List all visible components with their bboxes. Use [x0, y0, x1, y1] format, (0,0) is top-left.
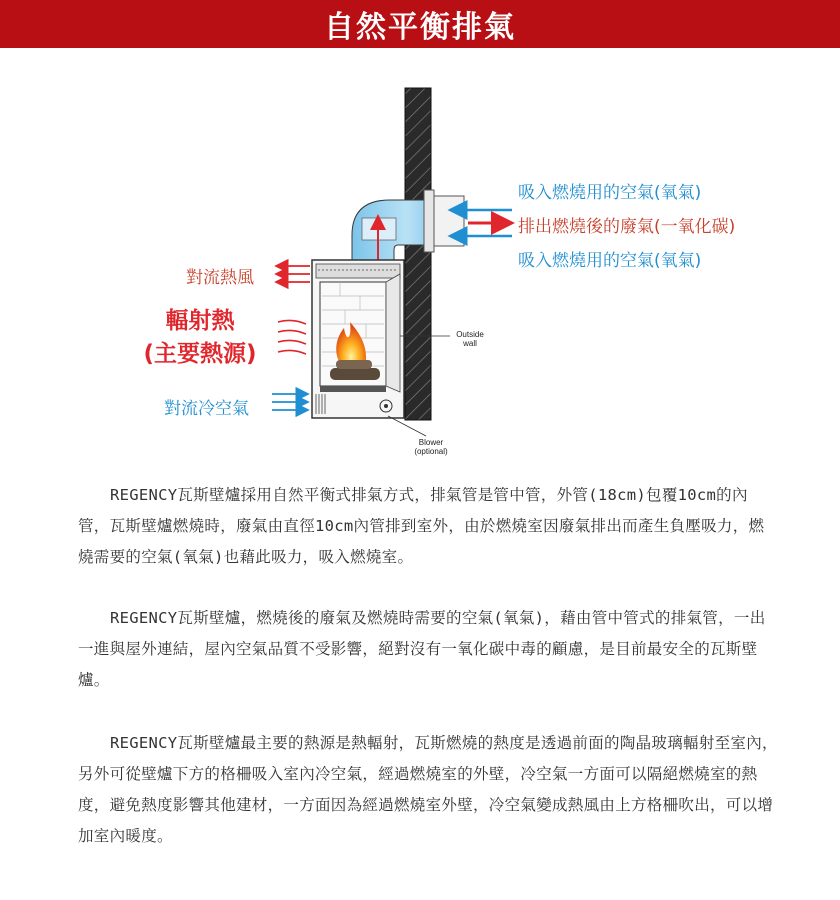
radiant-heat-label [128, 302, 272, 368]
blower-label: Blower (optional) [414, 438, 448, 456]
convection-cold-air-arrows [272, 394, 308, 410]
fireplace-body [312, 260, 404, 418]
intake-air-bottom-label: 吸入燃燒用的空氣(氧氣) [518, 251, 702, 271]
convection-cold-air-label: 對流冷空氣 [164, 399, 249, 419]
outside-wall [405, 88, 431, 420]
radiant-heat-title: 輻射熱 [165, 308, 235, 334]
radiant-heat-waves [278, 320, 306, 354]
page-title-bar [0, 0, 840, 48]
convection-hot-air-arrows [276, 266, 310, 282]
convection-hot-air-label: 對流熱風 [186, 268, 254, 288]
venting-diagram [0, 60, 840, 470]
intake-air-top-label: 吸入燃燒用的空氣(氧氣) [518, 183, 702, 203]
outside-wall-label: Outside wall [456, 330, 484, 348]
radiant-heat-subtitle: (主要熱源) [143, 341, 257, 367]
page-title: 自然平衡排氣 [324, 10, 516, 45]
paragraph-3: REGENCY瓦斯壁爐最主要的熱源是熱輻射，瓦斯燃燒的熱度是透過前面的陶晶玻璃輻射至室內，另外可從壁爐下方的格柵吸入室內冷空氣，經過燃燒室的外壁，冷空氣一方面可以隔絕燃燒室的熱度，避免熱度影響其他建材，一方面因為經過燃燒室外壁，冷空氣變成熱風由上方格柵吹出，可以增加室內暖度。 [78, 734, 778, 845]
exhaust-label: 排出燃燒後的廢氣(一氧化碳) [518, 217, 736, 237]
fireplace-illustration [0, 60, 840, 470]
paragraph-1: REGENCY瓦斯壁爐採用自然平衡式排氣方式，排氣管是管中管，外管(18cm)包覆10cm的內管，瓦斯壁爐燃燒時，廢氣由直徑10cm內管排到室外，由於燃燒室因廢氣排出而產生負壓吸力，燃燒需要的空氣(氧氣)也藉此吸力，吸入燃燒室。 [78, 486, 765, 566]
paragraph-2: REGENCY瓦斯壁爐，燃燒後的廢氣及燃燒時需要的空氣(氧氣)，藉由管中管式的排氣管，一出一進與屋外連結，屋內空氣品質不受影響，絕對沒有一氧化碳中毒的顧慮，是目前最安全的瓦斯壁爐。 [78, 609, 766, 689]
